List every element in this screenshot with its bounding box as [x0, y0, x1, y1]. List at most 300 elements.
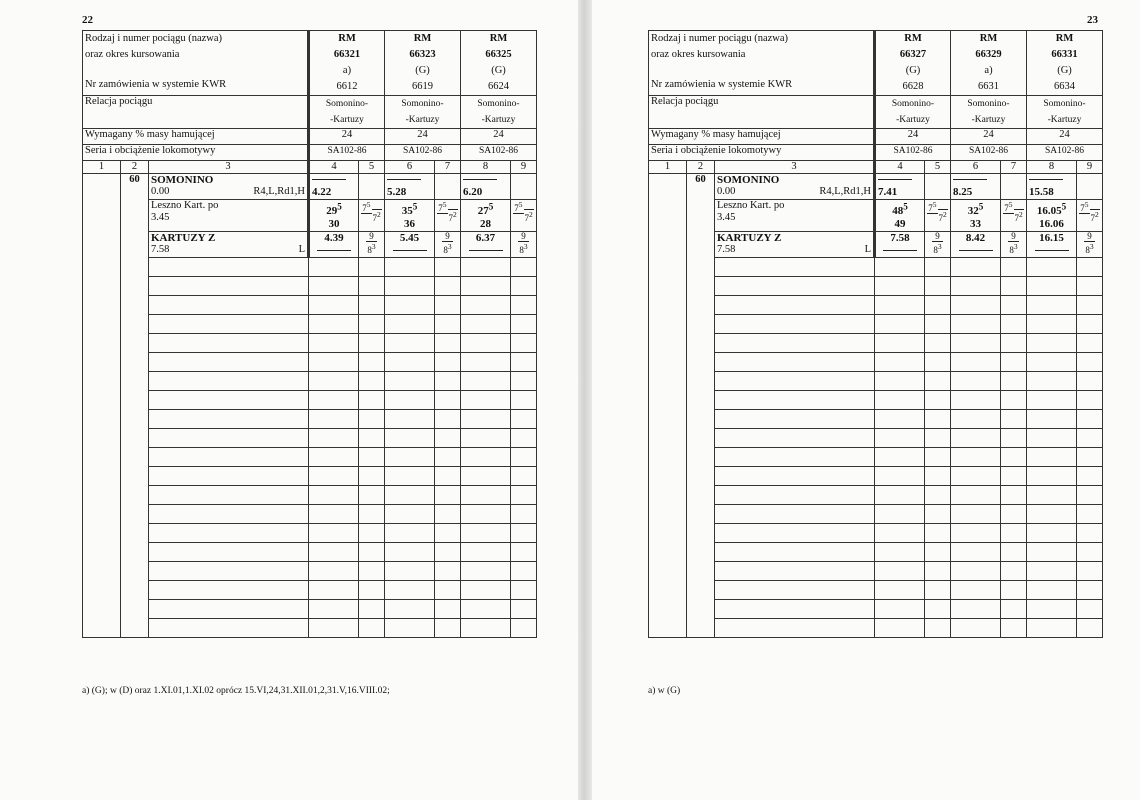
header-relation: Relacja pociągu	[85, 96, 153, 107]
empty-cell	[715, 447, 875, 466]
empty-row	[83, 428, 537, 447]
empty-row	[649, 599, 1103, 618]
train-type: RM	[904, 33, 922, 44]
station-row	[649, 231, 1103, 257]
run-time-fraction: $7^5$	[928, 200, 937, 213]
empty-cell	[435, 390, 461, 409]
run-time-fraction: $\frac{9}{8^3}$	[367, 231, 376, 255]
empty-row	[83, 599, 537, 618]
empty-cell	[1077, 352, 1103, 371]
train-number: 66329	[975, 49, 1002, 60]
empty-cell	[1027, 390, 1077, 409]
empty-cell	[511, 409, 537, 428]
run-time-fraction: $7^2$	[1090, 200, 1100, 223]
empty-cell	[435, 447, 461, 466]
empty-cell	[149, 447, 309, 466]
station-cell	[149, 200, 309, 232]
run-time	[435, 231, 461, 257]
empty-cell	[1001, 257, 1027, 276]
relation-from: Somonino-	[967, 99, 1010, 109]
empty-cell	[309, 409, 359, 428]
train-order: 6631	[978, 81, 999, 92]
empty-cell	[715, 523, 875, 542]
timetable-body	[83, 174, 537, 638]
empty-cell	[875, 314, 925, 333]
empty-cell	[875, 371, 925, 390]
empty-cell	[359, 599, 385, 618]
empty-row	[649, 542, 1103, 561]
empty-row	[83, 447, 537, 466]
empty-cell	[925, 428, 951, 447]
station-row	[83, 174, 537, 200]
run-time-fraction: $7^5$	[362, 200, 371, 213]
empty-cell	[1077, 580, 1103, 599]
column-number: 2	[687, 161, 715, 174]
empty-cell	[359, 314, 385, 333]
empty-cell	[511, 466, 537, 485]
empty-cell	[1077, 504, 1103, 523]
empty-cell	[385, 314, 435, 333]
empty-cell	[435, 257, 461, 276]
empty-cell	[511, 295, 537, 314]
empty-cell	[1027, 352, 1077, 371]
empty-cell	[1001, 618, 1027, 637]
empty-row	[83, 257, 537, 276]
empty-cell	[1001, 390, 1027, 409]
empty-cell	[511, 561, 537, 580]
empty-cell	[715, 295, 875, 314]
station-km: 7.58 L	[717, 243, 871, 255]
empty-cell	[925, 599, 951, 618]
empty-cell	[359, 523, 385, 542]
empty-cell	[435, 371, 461, 390]
relation-from: Somonino-	[401, 99, 444, 109]
empty-cell	[461, 428, 511, 447]
empty-cell	[1077, 447, 1103, 466]
empty-cell	[1077, 276, 1103, 295]
speed-limit: 60	[687, 174, 715, 638]
empty-row	[83, 352, 537, 371]
train-number: 66327	[899, 49, 927, 60]
empty-cell	[511, 447, 537, 466]
footnote: a) w (G)	[648, 686, 681, 696]
column-number: 4	[309, 161, 359, 174]
empty-cell	[309, 523, 359, 542]
column-number: 8	[1027, 161, 1077, 174]
run-time	[1077, 174, 1103, 200]
header-row-train	[83, 31, 537, 96]
header-row-loco	[649, 145, 1103, 161]
empty-row	[83, 295, 537, 314]
timetable-body	[649, 174, 1103, 638]
blank-col	[649, 174, 687, 638]
run-time-fraction: $7^5$	[1004, 200, 1013, 213]
empty-cell	[359, 276, 385, 295]
empty-cell	[951, 314, 1001, 333]
empty-cell	[461, 314, 511, 333]
train-type: RM	[979, 33, 998, 44]
empty-cell	[1077, 466, 1103, 485]
run-time-fraction: $\frac{9}{8^3}$	[1085, 231, 1094, 255]
empty-cell	[511, 333, 537, 352]
empty-cell	[1027, 542, 1077, 561]
arrival-time: 5.45	[385, 231, 435, 257]
empty-row	[649, 314, 1103, 333]
empty-cell	[461, 599, 511, 618]
empty-cell	[309, 428, 359, 447]
empty-cell	[925, 485, 951, 504]
empty-cell	[1077, 409, 1103, 428]
empty-cell	[461, 618, 511, 637]
empty-cell	[1077, 542, 1103, 561]
run-time	[511, 174, 537, 200]
relation-from: Somonino-	[1043, 99, 1086, 109]
empty-cell	[875, 276, 925, 295]
arrival-time: 16.15	[1027, 231, 1077, 257]
empty-cell	[309, 618, 359, 637]
train-type: RM	[338, 33, 356, 44]
empty-cell	[875, 599, 925, 618]
empty-cell	[385, 599, 435, 618]
empty-cell	[1077, 485, 1103, 504]
empty-cell	[951, 352, 1001, 371]
empty-cell	[309, 371, 359, 390]
empty-cell	[435, 409, 461, 428]
loco-value: SA102-86	[875, 145, 951, 161]
empty-cell	[435, 504, 461, 523]
loco-value: SA102-86	[385, 145, 461, 161]
empty-cell	[385, 542, 435, 561]
column-number: 8	[461, 161, 511, 174]
speed-limit: 60	[121, 174, 149, 638]
header-order: Nr zamówienia w systemie KWR	[651, 79, 793, 90]
column-number: 7	[435, 161, 461, 174]
empty-cell	[511, 523, 537, 542]
empty-cell	[149, 352, 309, 371]
run-time-fraction: $\frac{9}{8^3}$	[1009, 231, 1018, 255]
column-number: 7	[1001, 161, 1027, 174]
header-row-train	[649, 31, 1103, 96]
empty-cell	[875, 542, 925, 561]
run-time	[925, 200, 951, 232]
empty-cell	[715, 276, 875, 295]
empty-cell	[511, 371, 537, 390]
empty-cell	[1027, 580, 1077, 599]
empty-cell	[385, 371, 435, 390]
run-time-fraction: $7^2$	[1014, 200, 1024, 223]
empty-cell	[435, 276, 461, 295]
empty-cell	[715, 580, 875, 599]
empty-cell	[461, 276, 511, 295]
empty-cell	[435, 599, 461, 618]
empty-cell	[925, 523, 951, 542]
empty-cell	[461, 447, 511, 466]
column-number: 2	[121, 161, 149, 174]
station-km: 3.45	[151, 212, 170, 223]
empty-cell	[149, 599, 309, 618]
empty-cell	[925, 561, 951, 580]
empty-row	[649, 409, 1103, 428]
run-time	[925, 231, 951, 257]
footnote: a) (G); w (D) oraz 1.XI.01,1.XI.02 oprócz 15.VI,24,31.XII.01,2,31.V,16.VIII.02;	[82, 686, 390, 696]
empty-cell	[1027, 257, 1077, 276]
empty-cell	[1001, 561, 1027, 580]
empty-cell	[925, 504, 951, 523]
empty-cell	[149, 371, 309, 390]
empty-cell	[875, 428, 925, 447]
empty-cell	[715, 352, 875, 371]
empty-cell	[1001, 542, 1027, 561]
empty-cell	[359, 447, 385, 466]
empty-cell	[149, 409, 309, 428]
empty-row	[83, 466, 537, 485]
empty-cell	[1001, 485, 1027, 504]
departure-time: 15.58	[1027, 174, 1077, 200]
train-type: RM	[489, 33, 508, 44]
empty-cell	[385, 257, 435, 276]
empty-cell	[951, 561, 1001, 580]
empty-cell	[1077, 390, 1103, 409]
empty-cell	[309, 599, 359, 618]
page-number: 22	[82, 14, 93, 26]
station-row	[83, 200, 537, 232]
empty-cell	[511, 599, 537, 618]
empty-cell	[875, 447, 925, 466]
empty-cell	[461, 561, 511, 580]
column-number: 5	[359, 161, 385, 174]
time-leszno: $35^5$ 36	[385, 200, 435, 232]
relation-to: -Kartuzy	[971, 115, 1006, 125]
empty-row	[649, 504, 1103, 523]
timetable-left	[82, 30, 537, 638]
empty-cell	[715, 485, 875, 504]
empty-cell	[1001, 599, 1027, 618]
empty-cell	[1077, 599, 1103, 618]
empty-row	[649, 295, 1103, 314]
empty-cell	[309, 561, 359, 580]
empty-row	[83, 314, 537, 333]
empty-row	[83, 618, 537, 637]
column-number: 3	[715, 161, 875, 174]
empty-cell	[435, 542, 461, 561]
empty-row	[83, 580, 537, 599]
train-type: RM	[413, 33, 432, 44]
empty-cell	[925, 618, 951, 637]
empty-cell	[875, 295, 925, 314]
brake-value: 24	[875, 129, 951, 145]
station-cell	[715, 200, 875, 232]
empty-cell	[359, 333, 385, 352]
empty-cell	[875, 618, 925, 637]
departure-time: 6.20	[461, 174, 511, 200]
empty-cell	[951, 390, 1001, 409]
empty-cell	[461, 257, 511, 276]
column-number: 6	[951, 161, 1001, 174]
empty-cell	[461, 371, 511, 390]
empty-cell	[149, 618, 309, 637]
time-leszno: $32^5$ 33	[951, 200, 1001, 232]
train-number: 66331	[1051, 49, 1078, 60]
empty-cell	[511, 618, 537, 637]
relation-to: -Kartuzy	[1047, 115, 1082, 125]
run-time	[1001, 200, 1027, 232]
empty-cell	[925, 466, 951, 485]
empty-cell	[1001, 580, 1027, 599]
run-time	[359, 174, 385, 200]
empty-cell	[359, 295, 385, 314]
empty-row	[649, 447, 1103, 466]
empty-cell	[359, 542, 385, 561]
empty-cell	[925, 580, 951, 599]
empty-row	[83, 561, 537, 580]
empty-cell	[359, 580, 385, 599]
empty-cell	[1077, 428, 1103, 447]
empty-cell	[1001, 371, 1027, 390]
empty-cell	[1027, 295, 1077, 314]
empty-cell	[951, 371, 1001, 390]
time-leszno: $29^5$ 30	[309, 200, 359, 232]
empty-cell	[385, 580, 435, 599]
empty-cell	[461, 352, 511, 371]
relation-from: Somonino-	[891, 99, 935, 109]
empty-cell	[435, 523, 461, 542]
empty-cell	[385, 485, 435, 504]
run-time-fraction: $7^2$	[372, 200, 382, 223]
train-period: (G)	[415, 65, 430, 76]
empty-cell	[461, 409, 511, 428]
header-loco: Seria i obciążenie lokomotywy	[85, 145, 216, 156]
empty-cell	[1027, 371, 1077, 390]
empty-cell	[385, 523, 435, 542]
arrival-time: 6.37	[461, 231, 511, 257]
page-number: 23	[1087, 14, 1098, 26]
column-number: 1	[649, 161, 687, 174]
empty-cell	[359, 561, 385, 580]
station-row	[83, 231, 537, 257]
empty-cell	[1027, 276, 1077, 295]
book-gutter	[578, 0, 592, 800]
empty-row	[83, 390, 537, 409]
loco-value: SA102-86	[309, 145, 385, 161]
empty-cell	[925, 257, 951, 276]
run-time	[359, 231, 385, 257]
departure-time: 4.22	[309, 174, 359, 200]
empty-cell	[925, 333, 951, 352]
empty-cell	[359, 371, 385, 390]
header-row-brake	[83, 129, 537, 145]
departure-time: 7.41	[875, 174, 925, 200]
empty-cell	[385, 618, 435, 637]
empty-cell	[875, 466, 925, 485]
empty-cell	[385, 390, 435, 409]
empty-cell	[461, 485, 511, 504]
relation-to: -Kartuzy	[330, 115, 364, 125]
run-time	[1001, 174, 1027, 200]
empty-cell	[1027, 485, 1077, 504]
empty-cell	[149, 333, 309, 352]
header-row-loco	[83, 145, 537, 161]
timetable-right	[648, 30, 1103, 638]
empty-cell	[309, 390, 359, 409]
empty-cell	[1077, 371, 1103, 390]
empty-cell	[875, 333, 925, 352]
station-km: 3.45	[717, 212, 736, 223]
train-type: RM	[1055, 33, 1074, 44]
column-number: 6	[385, 161, 435, 174]
empty-cell	[149, 580, 309, 599]
empty-cell	[951, 295, 1001, 314]
blank-col	[83, 174, 121, 638]
header-period: oraz okres kursowania	[85, 49, 180, 60]
empty-row	[83, 276, 537, 295]
train-order: 6619	[412, 81, 433, 92]
empty-cell	[1001, 428, 1027, 447]
empty-cell	[149, 314, 309, 333]
empty-cell	[951, 428, 1001, 447]
column-number-row	[649, 161, 1103, 174]
station-cell	[715, 174, 875, 200]
empty-cell	[461, 580, 511, 599]
header-period: oraz okres kursowania	[651, 49, 746, 60]
empty-cell	[435, 333, 461, 352]
empty-cell	[1001, 447, 1027, 466]
run-time	[1001, 231, 1027, 257]
empty-row	[649, 466, 1103, 485]
empty-cell	[1027, 466, 1077, 485]
empty-cell	[951, 599, 1001, 618]
station-cell	[149, 174, 309, 200]
empty-cell	[951, 466, 1001, 485]
empty-cell	[435, 314, 461, 333]
train-period: (G)	[491, 65, 506, 76]
empty-cell	[149, 485, 309, 504]
empty-cell	[461, 333, 511, 352]
empty-cell	[309, 295, 359, 314]
empty-cell	[149, 276, 309, 295]
train-order: 6634	[1054, 81, 1075, 92]
run-time	[435, 200, 461, 232]
empty-cell	[385, 447, 435, 466]
run-time	[435, 174, 461, 200]
empty-cell	[149, 257, 309, 276]
empty-cell	[435, 352, 461, 371]
empty-cell	[309, 447, 359, 466]
arrival-time: 8.42	[951, 231, 1001, 257]
empty-cell	[951, 409, 1001, 428]
empty-cell	[511, 257, 537, 276]
empty-row	[649, 428, 1103, 447]
brake-value: 24	[1027, 129, 1103, 145]
empty-cell	[925, 314, 951, 333]
empty-row	[649, 561, 1103, 580]
empty-cell	[149, 523, 309, 542]
empty-cell	[715, 504, 875, 523]
empty-cell	[1001, 504, 1027, 523]
station-name: Leszno Kart. po	[717, 200, 785, 211]
empty-cell	[951, 618, 1001, 637]
relation-to: -Kartuzy	[896, 115, 930, 125]
run-time	[511, 200, 537, 232]
empty-row	[83, 485, 537, 504]
train-period: (G)	[905, 65, 921, 76]
empty-cell	[359, 390, 385, 409]
empty-cell	[1001, 352, 1027, 371]
empty-cell	[1001, 466, 1027, 485]
empty-cell	[951, 504, 1001, 523]
empty-cell	[149, 561, 309, 580]
empty-cell	[875, 561, 925, 580]
empty-cell	[435, 485, 461, 504]
